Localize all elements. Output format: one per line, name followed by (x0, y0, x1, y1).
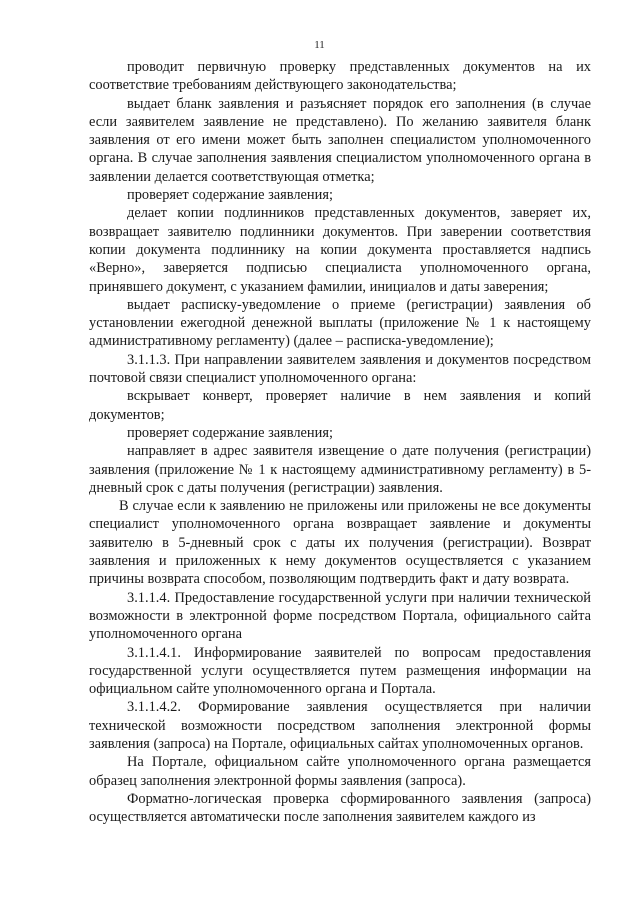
paragraph-5: выдает расписку-уведомление о приеме (регистрации) заявления об установлении ежегодной денежной выплаты (приложение № 1 к настоящему административному регламенту) (далее – расписка-уведомление); (89, 296, 591, 350)
paragraph-2: выдает бланк заявления и разъясняет порядок его заполнения (в случае если заявителем заявление не представлено). По желанию заявителя бланк заявления от его имени может быть заполнен специалистом уполномоченного органа. В случае заполнения заявления специалистом уполномоченного органа в заявлении делается соответствующая отметка; (89, 95, 591, 185)
paragraph-12: 3.1.1.4.1. Информирование заявителей по вопросам предоставления государственной услуги осуществляется путем размещения информации на официальном сайте уполномоченного органа и Портала. (89, 644, 591, 698)
document-body (89, 58, 591, 826)
page-number: 11 (314, 39, 325, 51)
paragraph-15: Форматно-логическая проверка сформированного заявления (запроса) осуществляется автоматически после заполнения заявителем каждого из (89, 790, 591, 826)
paragraph-11: 3.1.1.4. Предоставление государственной услуги при наличии технической возможности в электронной форме посредством Портала, официального сайта уполномоченного органа (89, 589, 591, 643)
paragraph-9: направляет в адрес заявителя извещение о дате получения (регистрации) заявления (приложение № 1 к настоящему административному регламенту) в 5-дневный срок с даты получения (регистрации) заявления. (89, 443, 591, 496)
paragraph-1: проводит первичную проверку представленных документов на их соответствие требованиям действующего законодательства; (89, 59, 591, 94)
paragraph-13: 3.1.1.4.2. Формирование заявления осуществляется при наличии технической возможности посредством заполнения электронной формы заявления (запроса) на Портале, официальных сайтах уполномоченных органов. (89, 699, 591, 752)
paragraph-8: проверяет содержание заявления; (127, 424, 333, 441)
paragraph-4: делает копии подлинников представленных документов, заверяет их, возвращает заявителю подлинники документов. При заверении соответствия копии документа подлиннику на копии документа проставляется надпись «Верно», заверяется подписью специалиста уполномоченного органа, принявшего документ, с указанием фамилии, инициалов и даты заверения; (89, 205, 591, 295)
paragraph-7: вскрывает конверт, проверяет наличие в нем заявления и копий документов; (89, 388, 591, 423)
paragraph-10: В случае если к заявлению не приложены или приложены не все документы специалист уполномоченного органа возвращает заявление и документы заявителю в 5-дневный срок с даты их получения (регистрации). Возврат заявления и приложенных к нему документов осуществляется с указанием причины возврата способом, позволяющим подтвердить факт и дату возврата. (89, 498, 591, 588)
paragraph-6: 3.1.1.3. При направлении заявителем заявления и документов посредством почтовой связи специалист уполномоченного органа: (89, 351, 591, 387)
paragraph-3: проверяет содержание заявления; (127, 187, 333, 204)
paragraph-14: На Портале, официальном сайте уполномоченного органа размещается образец заполнения электронной формы заявления (запроса). (89, 754, 591, 789)
